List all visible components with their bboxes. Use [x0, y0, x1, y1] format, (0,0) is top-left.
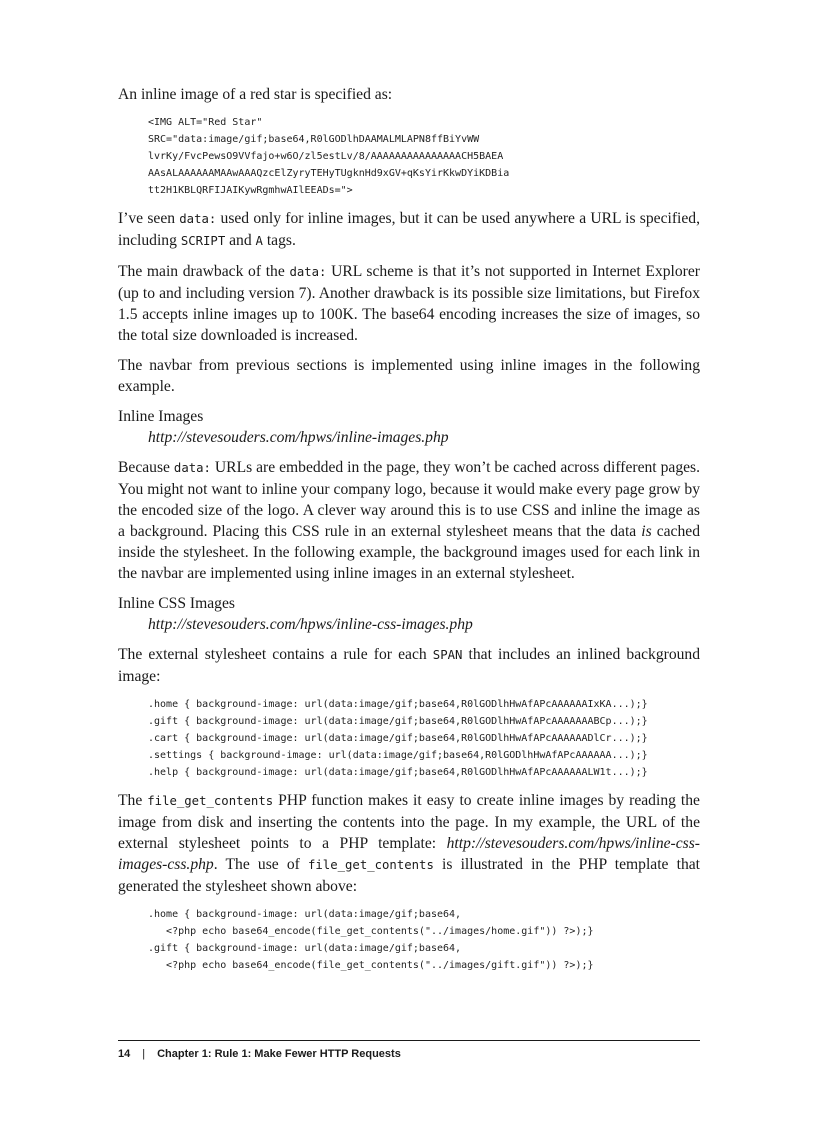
page-footer: [118, 1040, 700, 1060]
inline-code: data:: [289, 265, 327, 279]
footer-separator: |: [142, 1048, 146, 1060]
example-title: Inline Images: [118, 408, 204, 425]
page-body: [118, 84, 700, 983]
example-title: Inline CSS Images: [118, 595, 235, 612]
example-inline-images: [118, 406, 700, 448]
example-link[interactable]: http://stevesouders.com/hpws/inline-images.php: [148, 429, 449, 446]
paragraph-data-usage: I’ve seen data: used only for inline images, but it can be used anywhere a URL is specified, including SCRIPT and A tags.: [118, 210, 700, 249]
inline-code: data:: [173, 461, 211, 475]
paragraph-stylesheet: The external stylesheet contains a rule for each SPAN that includes an inlined background image:: [118, 646, 701, 685]
inline-code: file_get_contents: [147, 794, 274, 808]
inline-code: file_get_contents: [308, 858, 434, 872]
inline-code: SCRIPT: [180, 234, 226, 248]
paragraph-php: The file_get_contents PHP function makes it easy to create inline images by reading the image from disk and inserting the contents into the page. In my example, the URL of the external stylesheet points to a PHP template: http://stevesouders.com/hpws/inline-css-images-css.php. The use of file_get_contents is illustrated in the PHP template that generated the stylesheet shown above:: [118, 792, 701, 895]
inline-code: SPAN: [432, 648, 463, 662]
paragraph-drawbacks: The main drawback of the data: URL scheme is that it’s not supported in Internet Explorer (up to and including version 7). Another drawback is its possible size limitations, but Firefox 1.5 accepts inline images up to 100K. The base64 encoding increases the size of images, so the total size downloaded is increased.: [118, 263, 700, 344]
paragraph-intro: An inline image of a red star is specified as:: [118, 86, 393, 103]
paragraph-caching: Because data: URLs are embedded in the page, they won’t be cached across different pages. You might not want to inline your company logo, because it would make every page grow by the encoded size of the logo. A clever way around this is to use CSS and inline the image as a background. Placing this CSS rule in an external stylesheet means that the data is cached inside the stylesheet. In the following example, the background images used for each link in the navbar are implemented using inline images in an external stylesheet.: [118, 459, 701, 582]
inline-code: A: [255, 234, 263, 248]
code-block-css-rules: .home { background-image: url(data:image/gif;base64,R0lGODlhHwAfAPcAAAAAAIxKA...);} .gift { background-image: url(data:image/gif;base64,R0lGODlhHwAfAPcAAAAAAABCp...);} .cart { background-image: url(data:image/gif;base64,R0lGODlhHwAfAPcAAAAAADlCr...);} .settings { background-image: url(data:image/gif;base64,R0lGODlhHwAfAPcAAAAAA...);} .help { background-image: url(data:image/gif;base64,R0lGODlhHwAfAPcAAAAAALW1t...);}: [148, 699, 648, 778]
example-link[interactable]: http://stevesouders.com/hpws/inline-css-images.php: [148, 616, 473, 633]
page-number: 14: [118, 1048, 131, 1060]
chapter-title: Chapter 1: Rule 1: Make Fewer HTTP Requests: [157, 1048, 401, 1060]
stylesheet-link[interactable]: http://stevesouders.com/hpws/inline-css-images-css.php: [118, 835, 700, 873]
example-inline-css-images: [118, 593, 700, 635]
paragraph-navbar: The navbar from previous sections is implemented using inline images in the following example.: [118, 357, 700, 395]
code-block-php-template: .home { background-image: url(data:image/gif;base64, <?php echo base64_encode(file_get_contents("../images/home.gif")) ?>);} .gift { background-image: url(data:image/gif;base64, <?php echo base64_encode(file_get_contents("../images/gift.gif")) ?>);}: [148, 909, 594, 971]
inline-code: data:: [179, 212, 217, 226]
code-block-img-tag: <IMG ALT="Red Star" SRC="data:image/gif;base64,R0lGODlhDAAMALMLAPN8ffBiYvWW lvrKy/FvcPewsO9VVfajo+w6O/zl5estLv/8/AAAAAAAAAAAAAAACH5BAEA AAsALAAAAAAMAAwAAAQzcElZyryTEHyTUgknHd9xGV+qKsYirKkwDYiKDBia tt2H1KBLQRFIJAIKywRgmhwAIlEEADs=">: [148, 117, 510, 196]
